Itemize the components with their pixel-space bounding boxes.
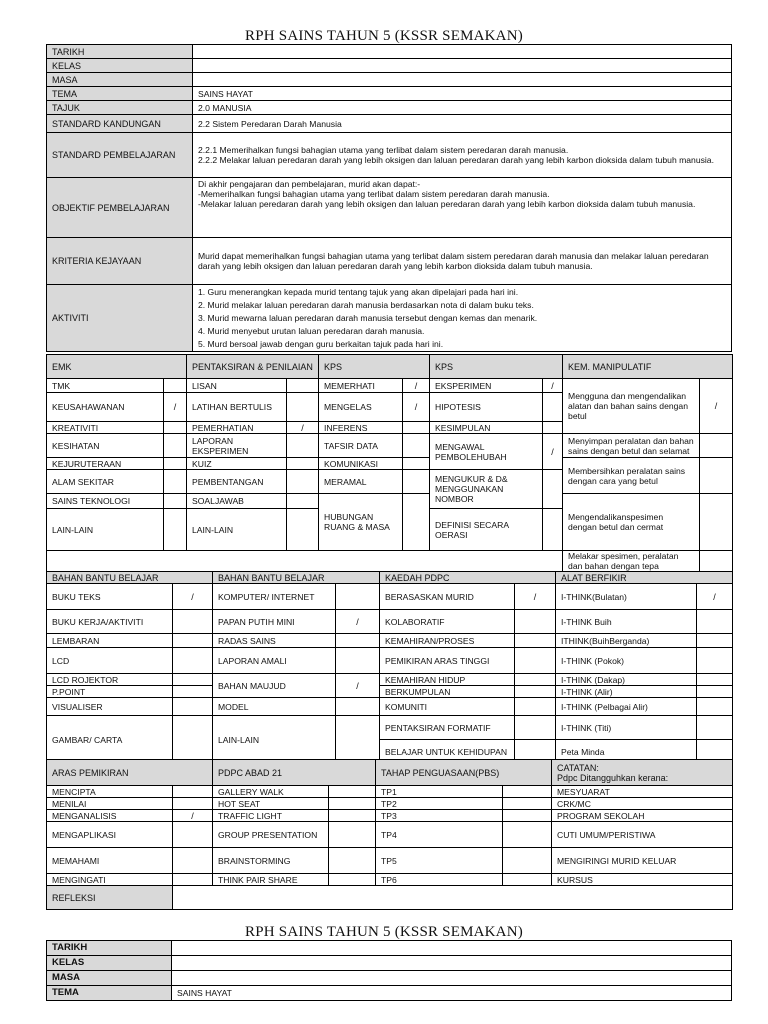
obj-line-1: Di akhir pengajaran dan pembelajaran, murid akan dapat:- bbox=[198, 179, 421, 189]
bbb-header-2: BAHAN BANTU BELAJAR bbox=[213, 572, 380, 584]
alat-item-4: I-THINK (Pokok) bbox=[556, 648, 697, 674]
kaedah-check-4[interactable] bbox=[515, 648, 556, 674]
tp-item-2: TP2 bbox=[376, 798, 503, 810]
tp-item-3: TP3 bbox=[376, 810, 503, 822]
kaedah-item-7: KOMUNITI bbox=[380, 698, 515, 716]
emk-check-2[interactable]: / bbox=[164, 393, 187, 422]
aras-item-2: MENILAI bbox=[47, 798, 173, 810]
emk-check-6[interactable] bbox=[164, 470, 187, 494]
label-standard-pembelajaran: STANDARD PEMBELAJARAN bbox=[47, 133, 193, 178]
p2-label-masa: MASA bbox=[47, 971, 172, 986]
kps2-check-5[interactable] bbox=[543, 470, 563, 509]
alat-item-5: I-THINK (Dakap) bbox=[556, 674, 697, 686]
kaedah-item-9: BELAJAR UNTUK KEHIDUPAN bbox=[380, 740, 515, 764]
alat-check-4[interactable] bbox=[697, 648, 733, 674]
alat-item-7: I-THINK (Pelbagai Alir) bbox=[556, 698, 697, 716]
bbb2-item-4: LAPORAN AMALI bbox=[213, 648, 336, 674]
tp-item-6: TP6 bbox=[376, 874, 503, 886]
kem-item-1: Mengguna dan mengendalikan alatan dan bahan sains dengan betul bbox=[563, 379, 700, 434]
kps1-check-4[interactable] bbox=[403, 434, 430, 458]
abad21-check-4[interactable] bbox=[329, 822, 376, 848]
kps1-check-3[interactable] bbox=[403, 422, 430, 434]
rph-details-table bbox=[46, 44, 732, 352]
alat-check-6[interactable] bbox=[697, 686, 733, 698]
kps1-check-7[interactable] bbox=[403, 494, 430, 551]
emk-item-tmk: TMK bbox=[47, 379, 164, 393]
kem-header: KEM. MANIPULATIF bbox=[563, 355, 733, 379]
pent-check-7[interactable] bbox=[287, 494, 319, 509]
p2-value-tarikh[interactable] bbox=[172, 941, 732, 956]
catatan-item-4: CUTI UMUM/PERISTIWA bbox=[552, 822, 733, 848]
abad21-check-2[interactable] bbox=[329, 798, 376, 810]
kaedah-item-5: KEMAHIRAN HIDUP bbox=[380, 674, 515, 686]
emk-item-kreativiti: KREATIVITI bbox=[47, 422, 164, 434]
catatan-item-5: MENGIRINGI MURID KELUAR bbox=[552, 848, 733, 874]
kps2-item-hipotesis: HIPOTESIS bbox=[430, 393, 543, 422]
bbb2-item-3: RADAS SAINS bbox=[213, 634, 336, 648]
bbb2-item-7: LAIN-LAIN bbox=[213, 716, 336, 764]
pent-item-pemerhatian: PEMERHATIAN bbox=[187, 422, 287, 434]
aras-item-4: MENGAPLIKASI bbox=[47, 822, 173, 848]
aras-item-3: MENGANALISIS bbox=[47, 810, 173, 822]
value-standard-kandungan[interactable]: 2.2 Sistem Peredaran Darah Manusia bbox=[193, 115, 732, 133]
catatan-item-3: PROGRAM SEKOLAH bbox=[552, 810, 733, 822]
alat-check-3[interactable] bbox=[697, 634, 733, 648]
abad21-check-3[interactable] bbox=[329, 810, 376, 822]
pent-check-8[interactable] bbox=[287, 509, 319, 551]
label-aktiviti: AKTIVITI bbox=[47, 285, 193, 352]
aras-item-1: MENCIPTA bbox=[47, 786, 173, 798]
kps2-check-3[interactable] bbox=[543, 422, 563, 434]
tahap-header: TAHAP PENGUASAAN(PBS) bbox=[376, 760, 552, 786]
refleksi-value[interactable] bbox=[173, 886, 733, 910]
bbb2-check-1[interactable] bbox=[336, 584, 380, 610]
tp-check-6[interactable] bbox=[503, 874, 552, 886]
alat-check-8[interactable] bbox=[697, 716, 733, 740]
kps2-item-eksperimen: EKSPERIMEN bbox=[430, 379, 543, 393]
abad21-item-6: THINK PAIR SHARE bbox=[213, 874, 329, 886]
value-tarikh[interactable] bbox=[193, 45, 732, 59]
aras-table bbox=[46, 759, 733, 910]
p2-label-tarikh: TARIKH bbox=[47, 941, 172, 956]
alat-item-9: Peta Minda bbox=[556, 740, 697, 764]
kem-check-3[interactable] bbox=[700, 458, 733, 494]
kaedah-item-3: KEMAHIRAN/PROSES bbox=[380, 634, 515, 648]
label-tarikh: TARIKH bbox=[47, 45, 193, 59]
kps2-check-2[interactable] bbox=[543, 393, 563, 422]
emk-item-kejuruteraan: KEJURUTERAAN bbox=[47, 458, 164, 470]
kem-item-5: Melakar spesimen, peralatan dan bahan dengan tepa bbox=[563, 551, 700, 572]
kem-item-2: Menyimpan peralatan dan bahan sains dengan betul dan selamat bbox=[563, 434, 700, 458]
abad21-check-6[interactable] bbox=[329, 874, 376, 886]
kps1-item-hubungan: HUBUNGAN RUANG & MASA bbox=[319, 494, 403, 551]
kaedah-check-1[interactable]: / bbox=[515, 584, 556, 610]
kaedah-check-5[interactable] bbox=[515, 674, 556, 686]
kaedah-item-1: BERASASKAN MURID bbox=[380, 584, 515, 610]
kem-check-2[interactable] bbox=[700, 434, 733, 458]
bbb1-item-7: VISUALISER bbox=[47, 698, 173, 716]
pent-item-lisan: LISAN bbox=[187, 379, 287, 393]
bbb1-item-2: BUKU KERJA/AKTIVITI bbox=[47, 610, 173, 634]
kps1-check-2[interactable]: / bbox=[403, 393, 430, 422]
label-tema: TEMA bbox=[47, 87, 193, 101]
alat-check-2[interactable] bbox=[697, 610, 733, 634]
label-standard-kandungan: STANDARD KANDUNGAN bbox=[47, 115, 193, 133]
pent-item-soaljawab: SOALJAWAB bbox=[187, 494, 287, 509]
alat-check-1[interactable]: / bbox=[697, 584, 733, 610]
pent-item-latihan: LATIHAN BERTULIS bbox=[187, 393, 287, 422]
p2-value-kelas[interactable] bbox=[172, 956, 732, 971]
tp-item-1: TP1 bbox=[376, 786, 503, 798]
p2-value-tema[interactable]: SAINS HAYAT bbox=[172, 986, 732, 1001]
value-masa[interactable] bbox=[193, 73, 732, 87]
bbb1-check-1[interactable]: / bbox=[173, 584, 213, 610]
pentaksiran-header: PENTAKSIRAN & PENILAIAN bbox=[187, 355, 319, 379]
abad21-item-2: HOT SEAT bbox=[213, 798, 329, 810]
emk-check-8[interactable] bbox=[164, 509, 187, 551]
alat-item-6: I-THINK (Alir) bbox=[556, 686, 697, 698]
bbb1-item-3: LEMBARAN bbox=[47, 634, 173, 648]
kps2-item-mengawal: MENGAWAL PEMBOLEHUBAH bbox=[430, 434, 543, 470]
bbb1-check-8[interactable] bbox=[173, 716, 213, 764]
kps1-item-meramal: MERAMAL bbox=[319, 470, 403, 494]
label-objektif: OBJEKTIF PEMBELAJARAN bbox=[47, 178, 193, 238]
bbb1-check-6[interactable] bbox=[173, 686, 213, 698]
aras-header: ARAS PEMIKIRAN bbox=[47, 760, 213, 786]
kps1-check-6[interactable] bbox=[403, 470, 430, 494]
aras-check-6[interactable] bbox=[173, 874, 213, 886]
abad21-check-1[interactable] bbox=[329, 786, 376, 798]
pent-check-2[interactable] bbox=[287, 393, 319, 422]
catatan-item-6: KURSUS bbox=[552, 874, 733, 886]
kaedah-check-2[interactable] bbox=[515, 610, 556, 634]
kps2-item-kesimpulan: KESIMPULAN bbox=[430, 422, 543, 434]
alat-berfikir-header: ALAT BERFIKIR bbox=[556, 572, 733, 584]
value-objektif[interactable] bbox=[193, 178, 732, 238]
page2-details-table bbox=[46, 940, 732, 1001]
tp-check-1[interactable] bbox=[503, 786, 552, 798]
refleksi-label: REFLEKSI bbox=[47, 886, 173, 910]
label-kriteria: KRITERIA KEJAYAAN bbox=[47, 238, 193, 285]
kps1-item-komunikasi: KOMUNIKASI bbox=[319, 458, 403, 470]
alat-item-1: I-THINK(Bulatan) bbox=[556, 584, 697, 610]
pent-item-lain: LAIN-LAIN bbox=[187, 509, 287, 551]
akt-line-4: 4. Murid menyebut urutan laluan peredaran darah manusia. bbox=[198, 325, 425, 336]
emk-check-5[interactable] bbox=[164, 458, 187, 470]
catatan-header: CATATAN: Pdpc Ditangguhkan kerana: bbox=[552, 760, 733, 786]
abad21-item-5: BRAINSTORMING bbox=[213, 848, 329, 874]
bbb1-check-7[interactable] bbox=[173, 698, 213, 716]
pent-item-laporan: LAPORAN EKSPERIMEN bbox=[187, 434, 287, 458]
obj-line-2: -Memerihalkan fungsi bahagian utama yang terlibat dalam sistem peredaran darah manusia. bbox=[198, 189, 550, 199]
aras-check-2[interactable] bbox=[173, 798, 213, 810]
bbb2-check-2[interactable]: / bbox=[336, 610, 380, 634]
kaedah-check-6[interactable] bbox=[515, 686, 556, 698]
alat-item-3: ITHINK(BuihBerganda) bbox=[556, 634, 697, 648]
akt-line-5: 5. Murd bersoal jawab dengan guru berkaitan tajuk pada hari ini. bbox=[198, 338, 444, 349]
label-kelas: KELAS bbox=[47, 59, 193, 73]
bbb1-item-4: LCD bbox=[47, 648, 173, 674]
abad21-item-3: TRAFFIC LIGHT bbox=[213, 810, 329, 822]
bbb1-check-3[interactable] bbox=[173, 634, 213, 648]
pent-check-1[interactable] bbox=[287, 379, 319, 393]
akt-line-3: 3. Murid mewarna laluan peredaran darah manusia tersebut dengan kemas dan menarik. bbox=[198, 312, 538, 323]
aras-check-4[interactable] bbox=[173, 822, 213, 848]
kps2-check-6[interactable] bbox=[543, 509, 563, 551]
tp-check-4[interactable] bbox=[503, 822, 552, 848]
kaedah-item-6: BERKUMPULAN bbox=[380, 686, 515, 698]
tp-check-3[interactable] bbox=[503, 810, 552, 822]
alat-item-2: I-THINK Buih bbox=[556, 610, 697, 634]
bbb1-item-5: LCD ROJEKTOR bbox=[47, 674, 173, 686]
bbb-header-1: BAHAN BANTU BELAJAR bbox=[47, 572, 213, 584]
kps1-check-1[interactable]: / bbox=[403, 379, 430, 393]
aras-item-6: MENGINGATI bbox=[47, 874, 173, 886]
emk-check-1[interactable] bbox=[164, 379, 187, 393]
bbb1-item-6: P.POINT bbox=[47, 686, 173, 698]
bbb2-check-6[interactable] bbox=[336, 698, 380, 716]
emk-item-alam: ALAM SEKITAR bbox=[47, 470, 164, 494]
p2-label-tema: TEMA bbox=[47, 986, 172, 1001]
catatan-item-1: MESYUARAT bbox=[552, 786, 733, 798]
alat-check-5[interactable] bbox=[697, 674, 733, 686]
emk-item-kesihatan: KESIHATAN bbox=[47, 434, 164, 458]
label-tajuk: TAJUK bbox=[47, 101, 193, 115]
obj-line-3: -Melakar laluan peredaran darah yang lebih oksigen dan laluan peredaran darah yang lebih karbon dioksida dalam tubuh manusia. bbox=[198, 199, 696, 209]
tp-check-5[interactable] bbox=[503, 848, 552, 874]
p2-value-masa[interactable] bbox=[172, 971, 732, 986]
tp-item-4: TP4 bbox=[376, 822, 503, 848]
bbb2-item-5: BAHAN MAUJUD bbox=[213, 674, 336, 698]
kps2-check-4[interactable]: / bbox=[543, 434, 563, 470]
kps1-header: KPS bbox=[319, 355, 430, 379]
aras-check-1[interactable] bbox=[173, 786, 213, 798]
emk-check-4[interactable] bbox=[164, 434, 187, 458]
kem-check-5[interactable] bbox=[700, 551, 733, 572]
kaedah-check-8[interactable] bbox=[515, 716, 556, 740]
kaedah-item-4: PEMIKIRAN ARAS TINGGI bbox=[380, 648, 515, 674]
bbb1-check-4[interactable] bbox=[173, 648, 213, 674]
abad21-header: PDPC ABAD 21 bbox=[213, 760, 376, 786]
pent-check-5[interactable] bbox=[287, 458, 319, 470]
bbb2-item-6: MODEL bbox=[213, 698, 336, 716]
bbb2-item-1: KOMPUTER/ INTERNET bbox=[213, 584, 336, 610]
emk-header: EMK bbox=[47, 355, 187, 379]
sp-line-1: 2.2.1 Memerihalkan fungsi bahagian utama yang terlibat dalam sistem peredaran darah manusia. bbox=[198, 145, 569, 155]
page2-title: RPH SAINS TAHUN 5 (KSSR SEMAKAN) bbox=[245, 924, 523, 940]
pent-check-6[interactable] bbox=[287, 470, 319, 494]
emk-item-sains-teknologi: SAINS TEKNOLOGI bbox=[47, 494, 164, 509]
aras-check-5[interactable] bbox=[173, 848, 213, 874]
kps1-item-inferens: INFERENS bbox=[319, 422, 403, 434]
kps1-check-5[interactable] bbox=[403, 458, 430, 470]
kps2-check-1[interactable]: / bbox=[543, 379, 563, 393]
alat-check-7[interactable] bbox=[697, 698, 733, 716]
sp-line-2: 2.2.2 Melakar laluan peredaran darah yang lebih oksigen dan laluan peredaran darah yang lebih karbon dioksida dalam tubuh manusia. bbox=[198, 155, 714, 165]
bbb1-check-5[interactable] bbox=[173, 674, 213, 686]
aras-check-3[interactable]: / bbox=[173, 810, 213, 822]
emk-check-3[interactable] bbox=[164, 422, 187, 434]
bbb2-item-2: PAPAN PUTIH MINI bbox=[213, 610, 336, 634]
value-tema[interactable]: SAINS HAYAT bbox=[193, 87, 732, 101]
bbb1-item-8: GAMBAR/ CARTA bbox=[47, 716, 173, 764]
value-kelas[interactable] bbox=[193, 59, 732, 73]
kps1-item-mengelas: MENGELAS bbox=[319, 393, 403, 422]
akt-line-1: 1. Guru menerangkan kepada murid tentang tajuk yang akan dipelajari pada hari ini. bbox=[198, 286, 519, 297]
emk-item-lain: LAIN-LAIN bbox=[47, 509, 164, 551]
abad21-item-1: GALLERY WALK bbox=[213, 786, 329, 798]
kps2-header: KPS bbox=[430, 355, 563, 379]
emk-check-7[interactable] bbox=[164, 494, 187, 509]
bbb2-check-7[interactable] bbox=[336, 716, 380, 764]
emk-table bbox=[46, 354, 733, 572]
kem-item-3: Membersihkan peralatan sains dengan cara yang betul bbox=[563, 458, 700, 494]
label-masa: MASA bbox=[47, 73, 193, 87]
tp-check-2[interactable] bbox=[503, 798, 552, 810]
value-tajuk[interactable]: 2.0 MANUSIA bbox=[193, 101, 732, 115]
kps1-item-memerhati: MEMERHATI bbox=[319, 379, 403, 393]
catatan-item-2: CRK/MC bbox=[552, 798, 733, 810]
value-standard-pembelajaran[interactable] bbox=[193, 133, 732, 178]
pent-check-3[interactable]: / bbox=[287, 422, 319, 434]
emk-spacer bbox=[47, 551, 563, 572]
p2-label-kelas: KELAS bbox=[47, 956, 172, 971]
bbb1-item-1: BUKU TEKS bbox=[47, 584, 173, 610]
kaedah-item-2: KOLABORATIF bbox=[380, 610, 515, 634]
pent-item-kuiz: KUIZ bbox=[187, 458, 287, 470]
pent-check-4[interactable] bbox=[287, 434, 319, 458]
bbb2-check-4[interactable] bbox=[336, 648, 380, 674]
emk-item-keusahawanan: KEUSAHAWANAN bbox=[47, 393, 164, 422]
kaedah-check-3[interactable] bbox=[515, 634, 556, 648]
kem-item-4: Mengendalikanspesimen dengan betul dan cermat bbox=[563, 494, 700, 551]
value-kriteria[interactable]: Murid dapat memerihalkan fungsi bahagian utama yang terlibat dalam sistem peredaran darah manusia dan melakar laluan peredaran darah yang lebih oksigen dan laluan peredaran darah yang lebih karbon dioksida dalam tubuh manusia. bbox=[193, 238, 732, 285]
bbb1-check-2[interactable] bbox=[173, 610, 213, 634]
kem-check-4[interactable] bbox=[700, 494, 733, 551]
bbb2-check-3[interactable] bbox=[336, 634, 380, 648]
abad21-check-5[interactable] bbox=[329, 848, 376, 874]
kaedah-check-7[interactable] bbox=[515, 698, 556, 716]
kps2-item-mengukur: MENGUKUR & D& MENGGUNAKAN NOMBOR bbox=[430, 470, 543, 509]
page-title: RPH SAINS TAHUN 5 (KSSR SEMAKAN) bbox=[245, 28, 523, 44]
kps1-item-tafsir: TAFSIR DATA bbox=[319, 434, 403, 458]
value-aktiviti[interactable] bbox=[193, 285, 732, 352]
aras-item-5: MEMAHAMI bbox=[47, 848, 173, 874]
akt-line-2: 2. Murid melakar laluan peredaran darah manusia berdasarkan nota di dalam buku teks. bbox=[198, 299, 534, 310]
alat-item-8: I-THINK (Titi) bbox=[556, 716, 697, 740]
abad21-item-4: GROUP PRESENTATION bbox=[213, 822, 329, 848]
kem-check-1[interactable]: / bbox=[700, 379, 733, 434]
bbb-table bbox=[46, 571, 733, 764]
bbb2-check-5[interactable]: / bbox=[336, 674, 380, 698]
kps2-item-definisi: DEFINISI SECARA OERASI bbox=[430, 509, 543, 551]
kaedah-item-8: PENTAKSIRAN FORMATIF bbox=[380, 716, 515, 740]
tp-item-5: TP5 bbox=[376, 848, 503, 874]
pent-item-pembentangan: PEMBENTANGAN bbox=[187, 470, 287, 494]
kaedah-header: KAEDAH PDPC bbox=[380, 572, 556, 584]
